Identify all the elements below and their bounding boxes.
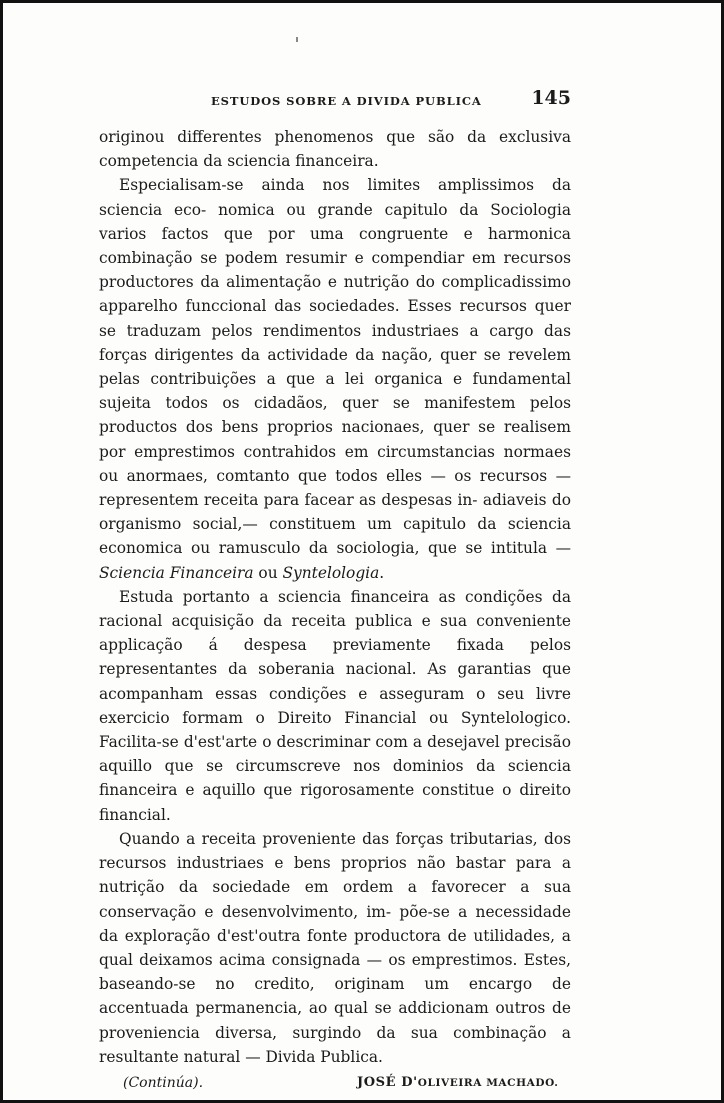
text-line: todos os cidadãos, quer se manifestem pelos productos dos bens — [99, 394, 571, 437]
text-line: — os recursos — representem receita para facear as despesas in- — [99, 466, 571, 510]
text-line: economica ou ramusculo da sociologia, que se intitula — — [99, 539, 571, 558]
text-line: circumscreve nos dominios da sciencia financeira e aquillo que — [99, 757, 572, 800]
text-line: compendiar em recursos productores da alimentação e nutrição — [99, 249, 571, 292]
text-line: industriaes e bens proprios não bastar para a nutrição da sociedade — [99, 854, 571, 897]
print-speck — [296, 37, 298, 42]
paragraph-2 — [99, 173, 571, 584]
article-footer — [99, 1075, 571, 1099]
text-line: previamente fixada pelos representantes da soberania nacional. As — [99, 636, 571, 679]
text-fragment: . — [379, 563, 385, 582]
paragraph-3 — [99, 585, 571, 827]
text-line: em ordem a favorecer a sua conservação e desenvolvimento, im- — [99, 878, 571, 921]
author-first: JOSÉ D' — [357, 1074, 418, 1090]
text-line: rigorosamente constitue o direito financial. — [99, 781, 571, 824]
paragraph-4 — [99, 827, 571, 1069]
paragraph-1 — [99, 125, 571, 173]
text-line: surgindo da sua combinação a resultante natural — Divida Publica. — [99, 1023, 571, 1066]
text-line: Especialisam-se ainda nos limites amplissimos da sciencia eco- — [99, 176, 571, 219]
text-line: permanencia, ao qual se addicionam outros de proveniencia diversa, — [99, 999, 571, 1042]
text-line: da sciencia financeira. — [203, 152, 379, 171]
text-line: d'est'arte o descriminar com a desejavel precisão aquillo que se — [99, 733, 571, 776]
author-signature — [357, 1075, 558, 1090]
text-line: originou differentes phenomenos que são da exclusiva competencia — [99, 128, 571, 171]
text-line: de utilidades, a qual deixamos acima consignada — os emprestimos. — [99, 926, 571, 969]
text-line: em circumstancias normaes ou anormaes, comtanto que todos elles — [99, 442, 571, 485]
italic-term: Syntelologia — [282, 563, 380, 582]
author-last: OLIVEIRA MACHADO. — [417, 1076, 559, 1089]
running-title: ESTUDOS SOBRE A DIVIDA PUBLICA — [211, 94, 482, 108]
continua-note: (Continúa). — [123, 1074, 204, 1091]
running-head — [99, 85, 571, 115]
text-line: proprios nacionaes, quer se realisem por emprestimos contrahidos — [99, 418, 571, 461]
document-page — [99, 85, 571, 1099]
italic-term: Sciencia — [99, 563, 165, 582]
text-line: recursos quer se traduzam pelos rendimentos industriaes a cargo — [99, 297, 571, 340]
text-line: do complicadissimo apparelho funccional das sociedades. Esses — [99, 273, 571, 316]
text-line: adiaveis do organismo social,— constituem um capitulo da sciencia — [99, 491, 571, 534]
text-line: acquisição da receita publica e sua conveniente applicação á despesa — [99, 612, 571, 655]
text-line: exercicio formam o Direito Financial ou Syntelologico. Facilita-se — [99, 708, 571, 752]
page-number: 145 — [531, 87, 571, 109]
text-line: garantias que acompanham essas condições e asseguram o seu livre — [99, 660, 571, 703]
italic-term: Financeira — [169, 563, 254, 582]
text-line: nomica ou grande capitulo da Sociologia varios factos que por — [99, 200, 572, 243]
text-line: Estuda portanto a sciencia financeira as condições da racional — [99, 587, 571, 631]
body-text — [99, 125, 571, 1069]
text-line: pelas contribuições a que a lei organica e fundamental sujeita — [99, 370, 571, 413]
text-line: põe-se a necessidade da exploração d'est'outra fonte productora — [99, 902, 571, 945]
text-line: das forças dirigentes da actividade da nação, quer se revelem — [99, 321, 571, 364]
text-fragment: ou — [253, 563, 283, 582]
text-line: uma congruente e harmonica combinação se podem resumir e — [99, 224, 571, 268]
text-line: Estes, baseando-se no credito, originam um encargo de accentuada — [99, 950, 571, 1018]
text-line: Quando a receita proveniente das forças tributarias, dos recursos — [99, 829, 571, 873]
